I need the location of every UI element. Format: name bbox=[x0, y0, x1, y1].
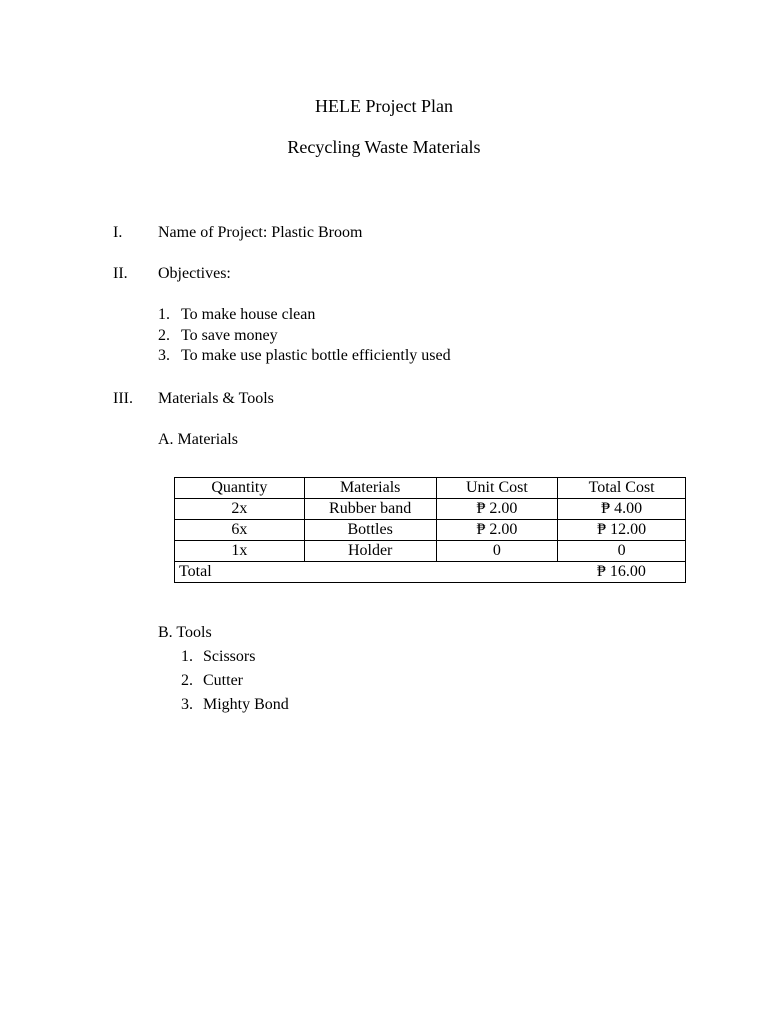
section-objectives: Objectives: bbox=[158, 265, 231, 282]
column-header-materials: Materials bbox=[304, 478, 436, 499]
table-total-row bbox=[175, 562, 686, 583]
table-header-row bbox=[175, 478, 686, 499]
column-header-unit-cost: Unit Cost bbox=[436, 478, 558, 499]
table-row bbox=[175, 499, 686, 520]
section-name-of-project: Name of Project: Plastic Broom bbox=[158, 224, 363, 241]
document-subtitle: Recycling Waste Materials bbox=[287, 137, 481, 157]
objective-number: 1. bbox=[158, 306, 170, 323]
tool-number: 1. bbox=[181, 648, 193, 665]
total-value: ₱ 16.00 bbox=[558, 562, 686, 583]
table-cell: ₱ 4.00 bbox=[558, 499, 686, 520]
materials-heading: A. Materials bbox=[158, 431, 238, 448]
table-cell: ₱ 2.00 bbox=[436, 499, 558, 520]
table-cell: 2x bbox=[175, 499, 305, 520]
table-cell: 6x bbox=[175, 520, 305, 541]
objective-item: To make use plastic bottle efficiently used bbox=[181, 347, 451, 364]
column-header-total-cost: Total Cost bbox=[558, 478, 686, 499]
objective-item: To make house clean bbox=[181, 306, 316, 323]
table-cell: 0 bbox=[436, 541, 558, 562]
column-header-quantity: Quantity bbox=[175, 478, 305, 499]
tool-item: Cutter bbox=[203, 672, 243, 689]
tool-number: 2. bbox=[181, 672, 193, 689]
table-cell: 1x bbox=[175, 541, 305, 562]
total-spacer bbox=[304, 562, 436, 583]
objective-item: To save money bbox=[181, 327, 278, 344]
section-numeral: II. bbox=[113, 265, 128, 282]
tools-heading: B. Tools bbox=[158, 624, 212, 641]
total-spacer bbox=[436, 562, 558, 583]
objective-number: 2. bbox=[158, 327, 170, 344]
total-label: Total bbox=[175, 562, 305, 583]
table-cell: ₱ 12.00 bbox=[558, 520, 686, 541]
section-numeral: III. bbox=[113, 390, 133, 407]
section-materials-tools: Materials & Tools bbox=[158, 390, 274, 407]
table-row bbox=[175, 541, 686, 562]
table-cell: Holder bbox=[304, 541, 436, 562]
tool-number: 3. bbox=[181, 696, 193, 713]
section-numeral: I. bbox=[113, 224, 123, 241]
tool-item: Scissors bbox=[203, 648, 256, 665]
table-cell: ₱ 2.00 bbox=[436, 520, 558, 541]
objective-number: 3. bbox=[158, 347, 170, 364]
materials-table bbox=[174, 477, 686, 583]
table-row bbox=[175, 520, 686, 541]
table-cell: Rubber band bbox=[304, 499, 436, 520]
table-cell: 0 bbox=[558, 541, 686, 562]
table-cell: Bottles bbox=[304, 520, 436, 541]
tool-item: Mighty Bond bbox=[203, 696, 289, 713]
document-title: HELE Project Plan bbox=[315, 96, 453, 116]
